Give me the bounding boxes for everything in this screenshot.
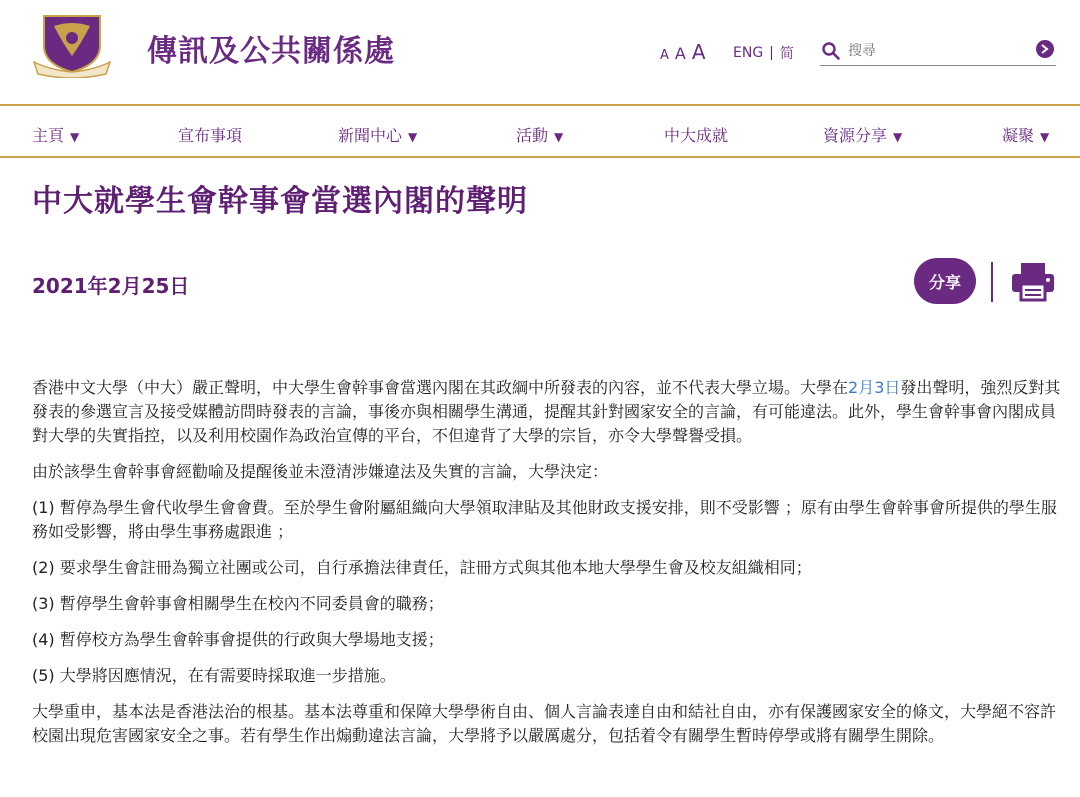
decision-item-2: (2) 要求學生會註冊為獨立社團或公司，自行承擔法律責任，註冊方式與其他本地大學學生會及校友組織相同； <box>32 558 812 577</box>
font-size-large-button[interactable]: A <box>691 40 706 64</box>
nav-item-label: 凝聚 <box>1002 126 1035 145</box>
search-bar <box>820 36 1056 66</box>
nav-item-label: 中大成就 <box>664 126 729 145</box>
nav-item-label: 主頁 <box>32 126 65 145</box>
nav-item-connect[interactable] <box>1002 123 1049 146</box>
chevron-down-icon: ▼ <box>554 130 564 144</box>
nav-item-label: 新聞中心 <box>338 126 403 145</box>
chevron-down-icon: ▼ <box>70 130 80 144</box>
nav-item-resources[interactable] <box>823 123 902 146</box>
decision-item-4: (4) 暫停校方為學生會幹事會提供的行政與大學場地支援； <box>32 630 444 649</box>
nav-item-events[interactable] <box>516 123 563 146</box>
lang-simplified-link[interactable]: 简 <box>779 46 794 62</box>
article-body <box>32 376 1062 760</box>
paragraph-intro <box>32 376 1062 448</box>
chevron-down-icon: ▼ <box>893 130 903 144</box>
university-crest-logo[interactable] <box>30 12 114 78</box>
page-title: 中大就學生會幹事會當選內閣的聲明 <box>32 184 528 219</box>
lang-eng-link[interactable]: ENG <box>733 45 764 61</box>
site-header <box>0 0 1080 106</box>
paragraph-decision: 由於該學生會幹事會經勸喻及提醒後並未澄清涉嫌違法及失實的言論，大學決定： <box>32 462 609 481</box>
nav-item-achievements[interactable] <box>664 123 728 146</box>
paragraph-text: 發出聲明，強烈反對其發表的參選宣言及接受媒體訪問時發表的言論，事後亦與相關學生溝通，提醒其針對國家安全的言論，有可能違法。此外，學生會幹事會內閣成員對大學的失實指控，以及利用校園作為政治宣傳的平台，不但違背了大學的宗旨，亦令大學聲譽受損。 <box>32 378 1061 445</box>
decision-item-3: (3) 暫停學生會幹事會相關學生在校內不同委員會的職務； <box>32 594 444 613</box>
search-go-icon[interactable] <box>1036 40 1054 58</box>
nav-item-label: 資源分享 <box>823 126 888 145</box>
site-title[interactable]: 傳訊及公共關係處 <box>147 34 395 69</box>
paragraph-reiteration: 大學重申，基本法是香港法治的根基。基本法尊重和保障大學學術自由、個人言論表達自由和結社自由，亦有保護國家安全的條文，大學絕不容許校園出現危害國家安全之事。若有學生作出煽動違法言論，大學將予以嚴厲處分，包括着令有關學生暫時停學或將有關學生開除。 <box>32 702 1057 745</box>
nav-item-news-centre[interactable] <box>338 123 417 146</box>
print-icon[interactable] <box>1010 262 1056 302</box>
nav-item-label: 宣布事項 <box>178 126 243 145</box>
date-link[interactable]: 2月3日 <box>848 378 901 397</box>
lang-separator: | <box>769 45 774 61</box>
search-input[interactable] <box>842 43 1022 59</box>
share-button[interactable]: 分享 <box>914 258 976 304</box>
chevron-down-icon: ▼ <box>408 130 418 144</box>
main-nav <box>0 108 1080 158</box>
chevron-down-icon: ▼ <box>1040 130 1050 144</box>
vertical-divider <box>991 262 993 302</box>
paragraph-text: 香港中文大學（中大）嚴正聲明，中大學生會幹事會當選內閣在其政綱中所發表的內容，並不代表大學立場。大學在 <box>32 378 849 397</box>
decision-item-5: (5) 大學將因應情況，在有需要時採取進一步措施。 <box>32 666 396 685</box>
nav-item-home[interactable] <box>32 123 79 146</box>
font-size-medium-button[interactable]: A <box>674 44 686 63</box>
decision-item-1: (1) 暫停為學生會代收學生會會費。至於學生會附屬組織向大學領取津貼及其他財政支援安排，則不受影響 ；原有由學生會幹事會所提供的學生服務如受影響，將由學生事務處跟進 ； <box>32 498 1057 541</box>
article-date: 2021年2月25日 <box>32 274 190 298</box>
search-icon[interactable] <box>820 40 842 62</box>
nav-item-label: 活動 <box>516 126 549 145</box>
font-size-controls <box>660 40 706 64</box>
language-switcher <box>733 43 794 63</box>
nav-item-announcements[interactable] <box>178 123 242 146</box>
font-size-small-button[interactable]: A <box>660 48 669 63</box>
